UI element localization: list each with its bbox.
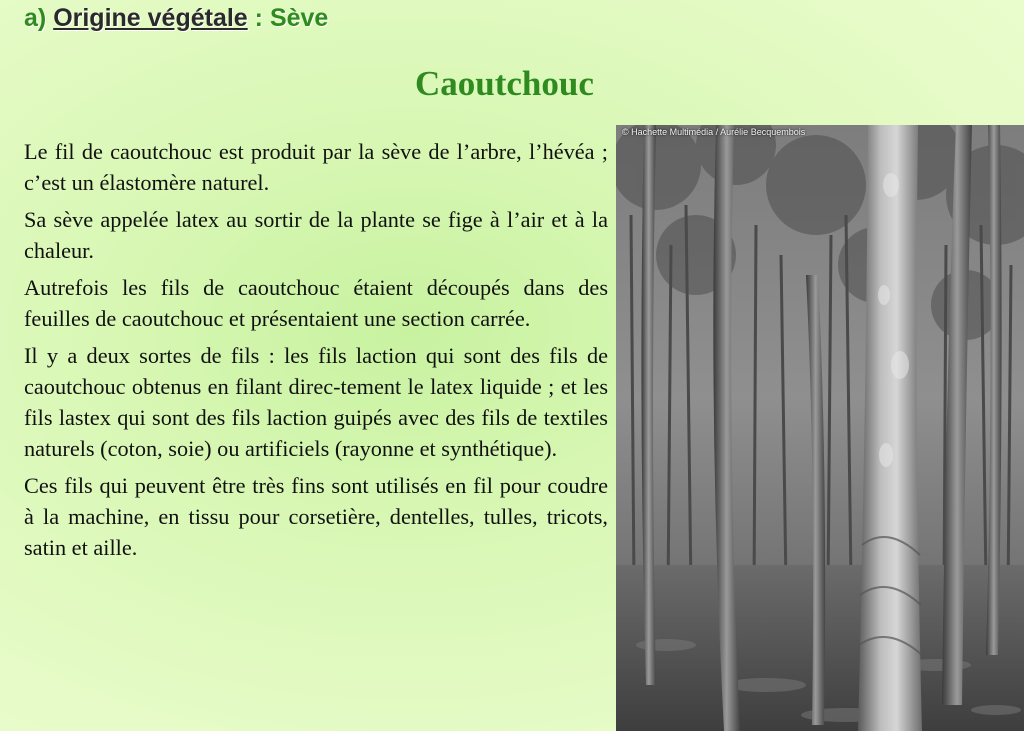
paragraph: Ces fils qui peuvent être très fins sont utilisés en fil pour coudre à la machine, en tissu pour corsetière, dentelles, tulles, tricots, satin et aille. xyxy=(24,473,608,560)
heading-colon: : xyxy=(254,4,263,32)
heading-prefix: a) xyxy=(24,4,47,32)
section-heading xyxy=(24,4,328,33)
paragraph: Le fil de caoutchouc est produit par la sève de l’arbre, l’hévéa ; c’est un élastomère naturel. xyxy=(24,139,608,195)
paragraph: Autrefois les fils de caoutchouc étaient découpés dans des feuilles de caoutchouc et présentaient une section carrée. xyxy=(24,275,608,331)
heading-origin: Origine végétale xyxy=(53,4,248,32)
rubber-tree-forest-photo xyxy=(616,125,1024,731)
page-title: Caoutchouc xyxy=(415,64,594,103)
body-text xyxy=(24,136,608,569)
heading-sap: Sève xyxy=(269,4,329,32)
paragraph: Sa sève appelée latex au sortir de la plante se fige à l’air et à la chaleur. xyxy=(24,207,608,263)
paragraph: Il y a deux sortes de fils : les fils laction qui sont des fils de caoutchouc obtenus en filant direc-tement le latex liquide ; et les fils lastex qui sont des fils laction guipés avec des fils de textiles naturels (coton, soie) ou artificiels (rayonne et synthétique). xyxy=(24,343,608,461)
photo-credit: © Hachette Multimédia / Aurélie Becquembois xyxy=(622,127,806,137)
